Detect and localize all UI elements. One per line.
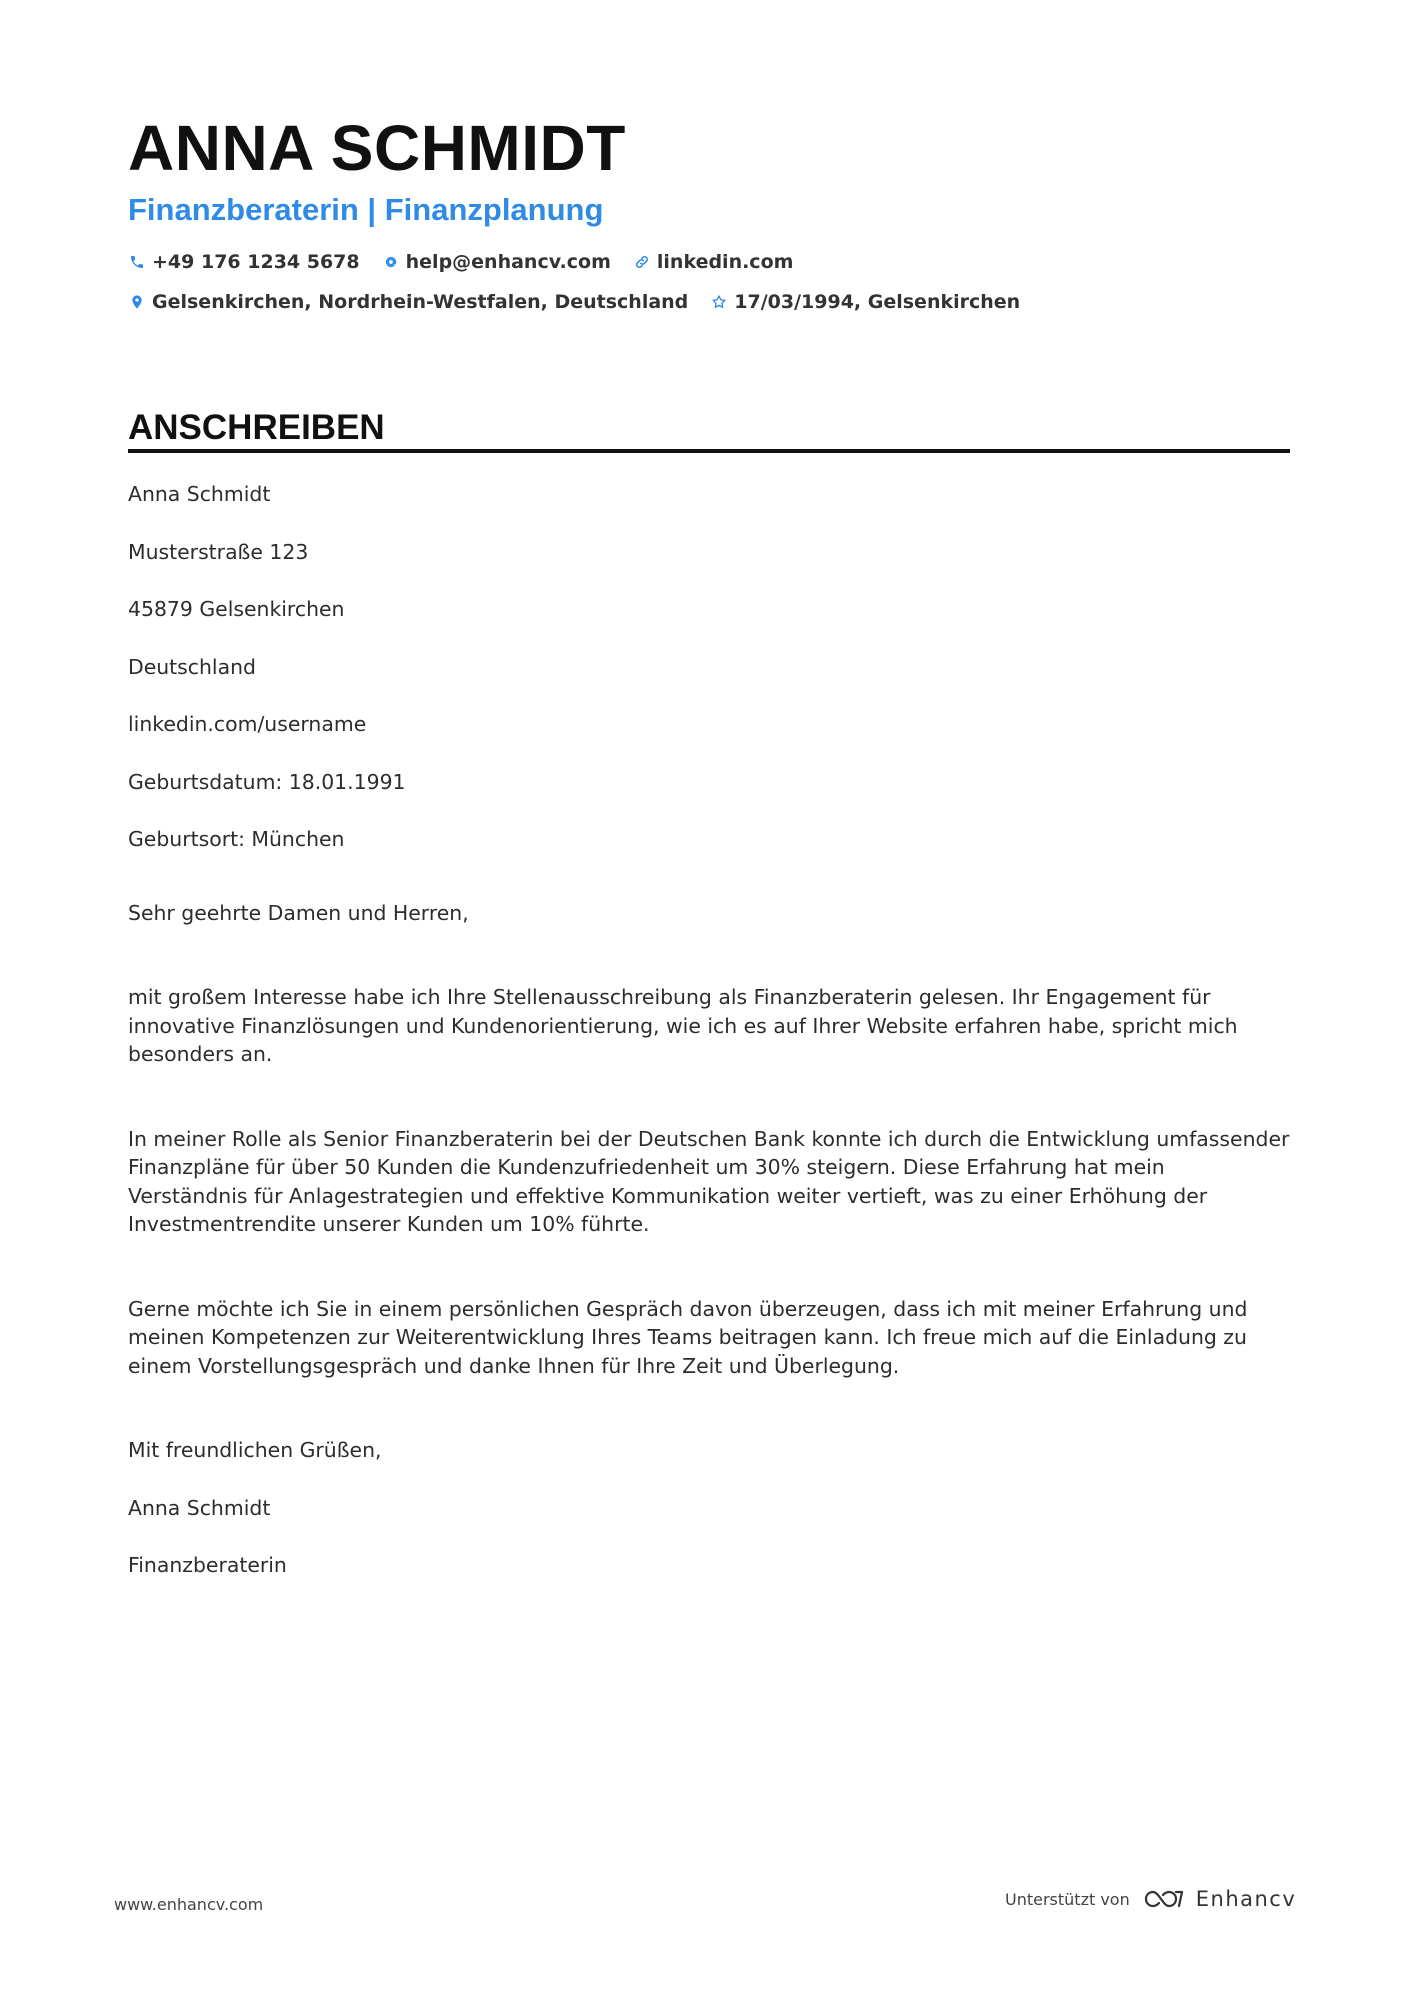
- contact-phone: [128, 250, 360, 274]
- contact-linkedin-text: linkedin.com: [656, 251, 794, 273]
- contact-birth-text: 17/03/1994, Gelsenkirchen: [734, 291, 1021, 313]
- location-pin-icon: [128, 293, 146, 311]
- candidate-name: ANNA SCHMIDT: [128, 112, 626, 184]
- enhancv-logo-icon: [1142, 1887, 1186, 1911]
- signature-title: Finanzberaterin: [128, 1553, 287, 1577]
- letter-paragraph: Gerne möchte ich Sie in einem persönlichen Gespräch davon überzeugen, dass ich mit meiner Erfahrung und meinen Kompetenzen zur Weiterentwicklung Ihres Teams beitragen kann. Ich freue mich auf die Einladung zu einem Vorstellungsgespräch und danke Ihnen für Ihre Zeit und Überlegung.: [128, 1296, 1248, 1378]
- contact-birth: [710, 290, 1020, 314]
- letter-body: [128, 480, 1290, 1580]
- contact-email[interactable]: [382, 250, 611, 274]
- contact-linkedin[interactable]: [633, 250, 794, 274]
- phone-icon: [128, 253, 146, 271]
- candidate-title: Finanzberaterin | Finanzplanung: [128, 192, 604, 227]
- star-icon: [710, 293, 728, 311]
- contact-info: [128, 250, 1290, 314]
- letter-closing: Mit freundlichen Grüßen,: [128, 1438, 382, 1462]
- signature-name: Anna Schmidt: [128, 1495, 271, 1520]
- address-line: 45879 Gelsenkirchen: [128, 597, 345, 621]
- address-line: Geburtsdatum: 18.01.1991: [128, 769, 406, 794]
- link-icon: [633, 253, 651, 271]
- address-line: Anna Schmidt: [128, 482, 271, 506]
- contact-email-text: help@enhancv.com: [405, 251, 611, 273]
- address-line: linkedin.com/username: [128, 712, 367, 736]
- letter-paragraph: In meiner Rolle als Senior Finanzberaterin bei der Deutschen Bank konnte ich durch die Entwicklung umfassender Finanzpläne für über 50 Kunden die Kundenzufriedenheit um 30% steigern. Diese Erfahrung hat mein Verständnis für Anlagestrategien und effektive Kommunikation weiter vertieft, was zu einer Erhöhung der Investmentrendite unserer Kunden um 10% führte.: [128, 1126, 1290, 1236]
- contact-phone-text: +49 176 1234 5678: [152, 251, 360, 273]
- section-title: ANSCHREIBEN: [128, 408, 385, 447]
- letter-greeting: Sehr geehrte Damen und Herren,: [128, 900, 469, 925]
- footer-brand-name: Enhancv: [1195, 1887, 1297, 1911]
- contact-location: [128, 290, 688, 314]
- letter-paragraph: mit großem Interesse habe ich Ihre Stellenausschreibung als Finanzberaterin gelesen. Ihr Engagement für innovative Finanzlösungen und Kundenorientierung, wie ich es auf Ihrer Website erfahren habe, spricht mich besonders an.: [128, 985, 1238, 1066]
- contact-location-text: Gelsenkirchen, Nordrhein-Westfalen, Deutschland: [152, 291, 689, 313]
- address-line: Geburtsort: München: [128, 827, 345, 851]
- footer-website[interactable]: www.enhancv.com: [114, 1895, 264, 1914]
- footer-powered-by: Unterstützt von: [1005, 1889, 1130, 1909]
- at-icon: [382, 253, 400, 271]
- section-divider: [128, 449, 1290, 453]
- address-line: Deutschland: [128, 654, 256, 679]
- address-line: Musterstraße 123: [128, 539, 309, 564]
- footer-branding: [1005, 1887, 1296, 1911]
